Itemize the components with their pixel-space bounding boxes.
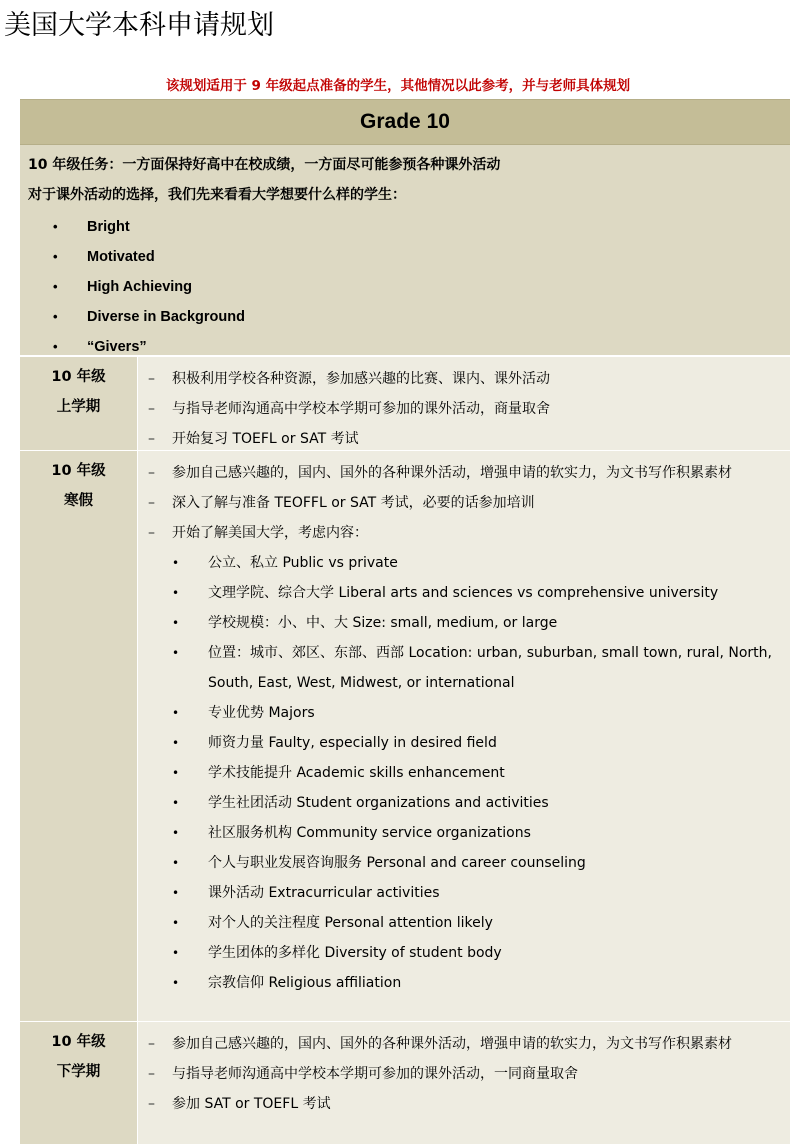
- section-label: 10 年级 下学期: [20, 1022, 137, 1144]
- list-item: – 参加自己感兴趣的，国内、国外的各种课外活动，增强申请的软实力，为文书写作积累素材: [138, 458, 790, 488]
- section-second-semester: [20, 1021, 790, 1144]
- bullet-icon: •: [172, 856, 180, 870]
- list-item: • Bright: [28, 212, 790, 242]
- consideration-item: • 公立、私立 Public vs private: [138, 548, 790, 578]
- consideration-item: • 宗教信仰 Religious affiliation: [138, 968, 790, 998]
- list-item: – 深入了解与准备 TEOFFL or SAT 考试，必要的话参加培训: [138, 488, 790, 518]
- bullet-icon: •: [53, 249, 58, 264]
- list-item: – 开始了解美国大学，考虑内容：: [138, 518, 790, 548]
- dash-icon: –: [148, 431, 155, 447]
- section-first-semester: [20, 356, 790, 450]
- document-title: 美国大学本科申请规划: [4, 10, 274, 41]
- dash-icon: –: [148, 1096, 155, 1112]
- bullet-icon: •: [172, 796, 180, 810]
- dash-icon: –: [148, 465, 155, 481]
- consideration-item: • 学术技能提升 Academic skills enhancement: [138, 758, 790, 788]
- bullet-icon: •: [53, 279, 58, 294]
- section-label: 10 年级 上学期: [20, 357, 137, 450]
- consideration-item: • 对个人的关注程度 Personal attention likely: [138, 908, 790, 938]
- intro-panel: [20, 145, 790, 355]
- list-item: – 与指导老师沟通高中学校本学期可参加的课外活动，商量取舍: [138, 394, 790, 424]
- bullet-icon: •: [172, 556, 180, 570]
- dash-icon: –: [148, 1036, 155, 1052]
- list-item: – 与指导老师沟通高中学校本学期可参加的课外活动，一同商量取舍: [138, 1059, 790, 1089]
- bullet-icon: •: [172, 976, 180, 990]
- list-item: – 开始复习 TOEFL or SAT 考试: [138, 424, 790, 454]
- list-item: – 参加 SAT or TOEFL 考试: [138, 1089, 790, 1119]
- consideration-item: • 个人与职业发展咨询服务 Personal and career counseling: [138, 848, 790, 878]
- section-winter-break: [20, 450, 790, 1021]
- list-item: • High Achieving: [28, 272, 790, 302]
- bullet-icon: •: [53, 219, 58, 234]
- bullet-icon: •: [172, 646, 180, 660]
- consideration-item: • 专业优势 Majors: [138, 698, 790, 728]
- dash-icon: –: [148, 1066, 155, 1082]
- list-item: – 参加自己感兴趣的，国内、国外的各种课外活动，增强申请的软实力，为文书写作积累素材: [138, 1029, 790, 1059]
- section-body: [137, 1022, 790, 1144]
- grade-task-line: 10 年级任务：一方面保持好高中在校成绩，一方面尽可能参预各种课外活动: [28, 157, 501, 173]
- bullet-icon: •: [172, 946, 180, 960]
- bullet-icon: •: [53, 339, 58, 354]
- dash-icon: –: [148, 401, 155, 417]
- consideration-item: • 社区服务机构 Community service organizations: [138, 818, 790, 848]
- bullet-icon: •: [53, 309, 58, 324]
- consideration-item: • 位置：城市、郊区、东部、西部 Location: urban, suburban, small town, rural, North, South, East, West, Midwest, or international: [138, 638, 790, 698]
- list-item: • Motivated: [28, 242, 790, 272]
- dash-icon: –: [148, 495, 155, 511]
- bullet-icon: •: [172, 916, 180, 930]
- list-item: • Diverse in Background: [28, 302, 790, 332]
- bullet-icon: •: [172, 886, 180, 900]
- bullet-icon: •: [172, 766, 180, 780]
- trait-list: [28, 212, 790, 362]
- consideration-item: • 师资力量 Faulty, especially in desired field: [138, 728, 790, 758]
- section-body: [137, 357, 790, 450]
- bullet-icon: •: [172, 616, 180, 630]
- consideration-item: • 课外活动 Extracurricular activities: [138, 878, 790, 908]
- list-item: – 积极利用学校各种资源，参加感兴趣的比赛、课内、课外活动: [138, 364, 790, 394]
- consideration-item: • 文理学院、综合大学 Liberal arts and sciences vs comprehensive university: [138, 578, 790, 608]
- dash-icon: –: [148, 525, 155, 541]
- bullet-icon: •: [172, 826, 180, 840]
- bullet-icon: •: [172, 706, 180, 720]
- section-label: 10 年级 寒假: [20, 451, 137, 1021]
- consideration-item: • 学校规模：小、中、大 Size: small, medium, or large: [138, 608, 790, 638]
- student-question-line: 对于课外活动的选择，我们先来看看大学想要什么样的学生：: [28, 187, 406, 203]
- grade-header: Grade 10: [20, 99, 790, 145]
- consideration-item: • 学生团体的多样化 Diversity of student body: [138, 938, 790, 968]
- consideration-item: • 学生社团活动 Student organizations and activities: [138, 788, 790, 818]
- applicability-note: 该规划适用于 9 年级起点准备的学生，其他情况以此参考，并与老师具体规划: [165, 78, 631, 94]
- list-item: • “Givers”: [28, 332, 790, 362]
- bullet-icon: •: [172, 586, 180, 600]
- section-body: [137, 451, 790, 1021]
- dash-icon: –: [148, 371, 155, 387]
- bullet-icon: •: [172, 736, 180, 750]
